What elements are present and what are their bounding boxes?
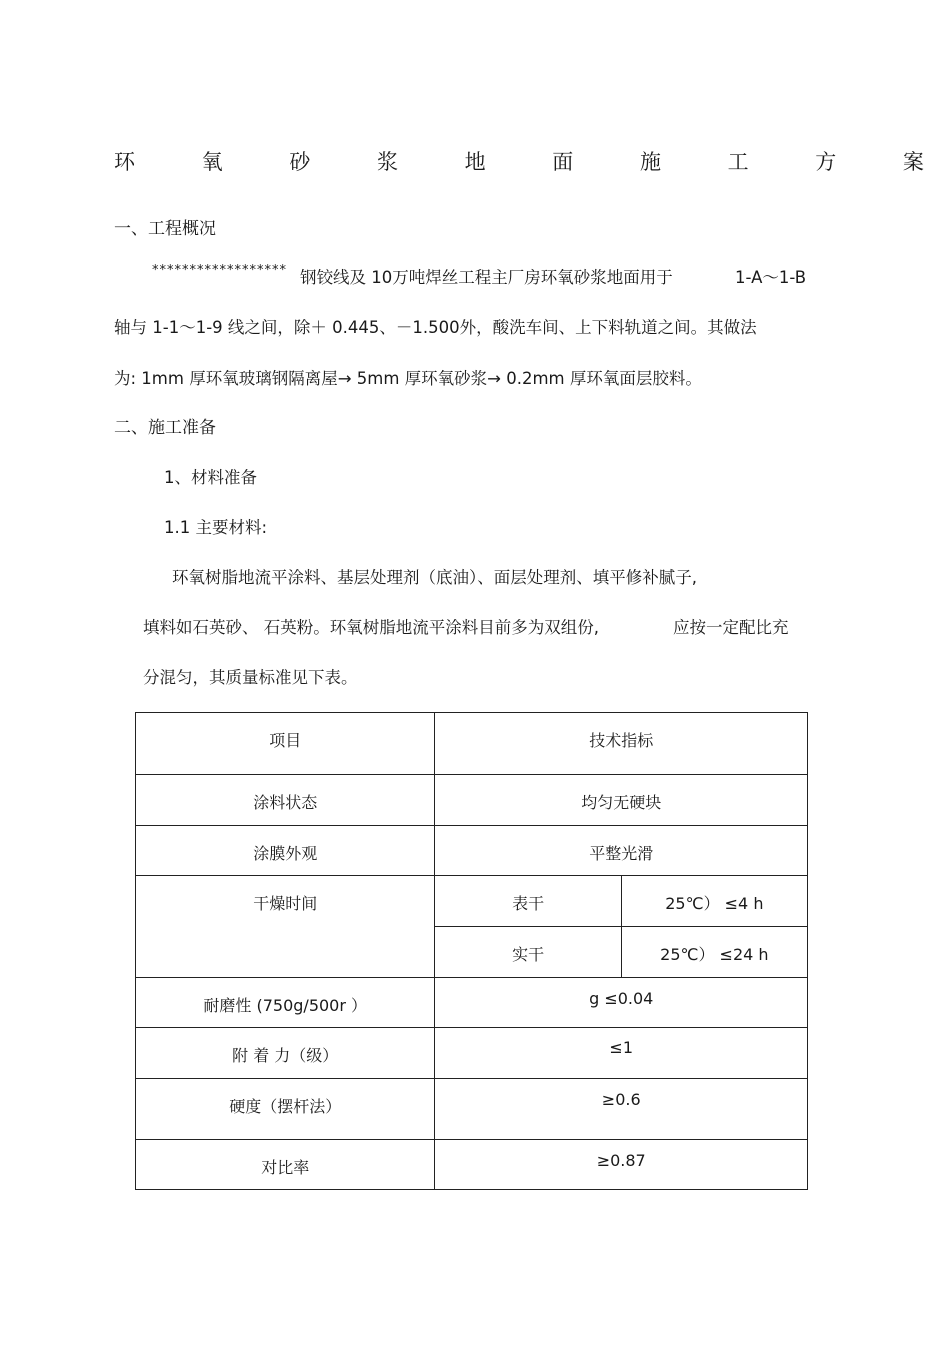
table-cell: 实干 bbox=[435, 927, 621, 978]
table-cell: 涂膜外观 bbox=[136, 826, 435, 876]
table-cell: 附 着 力（级） bbox=[136, 1028, 435, 1079]
table-cell: 硬度（摆杆法） bbox=[136, 1079, 435, 1140]
table-cell: ≥0.6 bbox=[435, 1079, 808, 1140]
table-cell: g ≤0.04 bbox=[435, 978, 808, 1028]
table-cell: 对比率 bbox=[136, 1140, 435, 1190]
table-row bbox=[136, 775, 808, 826]
table-row bbox=[136, 826, 808, 876]
section1-heading: 一、工程概况 bbox=[114, 219, 216, 239]
paragraph-line: 为: 1mm 厚环氧玻璃钢隔离屋→ 5mm 厚环氧砂浆→ 0.2mm 厚环氧面层胶料。 bbox=[114, 369, 702, 388]
table-cell: ≥0.87 bbox=[435, 1140, 808, 1190]
title-char: 氧 bbox=[201, 150, 223, 174]
table-cell: 耐磨性 (750g/500r ） bbox=[136, 978, 435, 1028]
subsection-heading: 1.1 主要材料: bbox=[164, 518, 268, 537]
table-cell: 均匀无硬块 bbox=[435, 775, 808, 826]
table-cell: 涂料状态 bbox=[136, 775, 435, 826]
document-title bbox=[114, 146, 924, 176]
table-row bbox=[136, 1079, 808, 1140]
title-char: 方 bbox=[815, 150, 837, 174]
table-cell: 平整光滑 bbox=[435, 826, 808, 876]
redacted-company: ****************** bbox=[152, 263, 287, 278]
paragraph-line: 轴与 1-1～1-9 线之间，除＋ 0.445、－1.500外，酸洗车间、上下料轨道之间。其做法 bbox=[114, 318, 757, 337]
subsection-heading: 1、材料准备 bbox=[164, 468, 257, 487]
table-header-cell: 项目 bbox=[136, 713, 435, 775]
title-char: 砂 bbox=[289, 150, 311, 174]
table-row bbox=[136, 876, 808, 927]
axis-range: 1-A～1-B bbox=[735, 268, 807, 287]
quality-standard-table bbox=[135, 712, 808, 1190]
title-char: 浆 bbox=[376, 150, 398, 174]
title-char: 施 bbox=[639, 150, 661, 174]
paragraph-line: 填料如石英砂、 石英粉。环氧树脂地流平涂料目前多为双组份, bbox=[143, 618, 599, 637]
table-cell: ≤1 bbox=[435, 1028, 808, 1079]
table-row bbox=[136, 1140, 808, 1190]
table-header-cell: 技术指标 bbox=[435, 713, 808, 775]
paragraph-line: 分混匀，其质量标准见下表。 bbox=[143, 668, 358, 687]
title-char: 面 bbox=[552, 150, 574, 174]
table-header-row bbox=[136, 713, 808, 775]
title-char: 地 bbox=[464, 150, 486, 174]
title-char: 工 bbox=[727, 150, 749, 174]
table-cell: 表干 bbox=[435, 876, 621, 927]
title-char: 案 bbox=[902, 150, 924, 174]
table-cell: 25℃） ≤24 h bbox=[621, 927, 807, 978]
paragraph-line: 钢铰线及 10万吨焊丝工程主厂房环氧砂浆地面用于 bbox=[300, 268, 673, 287]
section2-heading: 二、施工准备 bbox=[114, 418, 216, 438]
table-row bbox=[136, 1028, 808, 1079]
table-row bbox=[136, 978, 808, 1028]
paragraph-line: 环氧树脂地流平涂料、基层处理剂（底油）、面层处理剂、填平修补腻子, bbox=[172, 568, 697, 587]
table-cell: 干燥时间 bbox=[136, 876, 435, 978]
paragraph-line: 应按一定配比充 bbox=[673, 618, 789, 637]
title-char: 环 bbox=[114, 150, 135, 174]
table-cell: 25℃） ≤4 h bbox=[621, 876, 807, 927]
